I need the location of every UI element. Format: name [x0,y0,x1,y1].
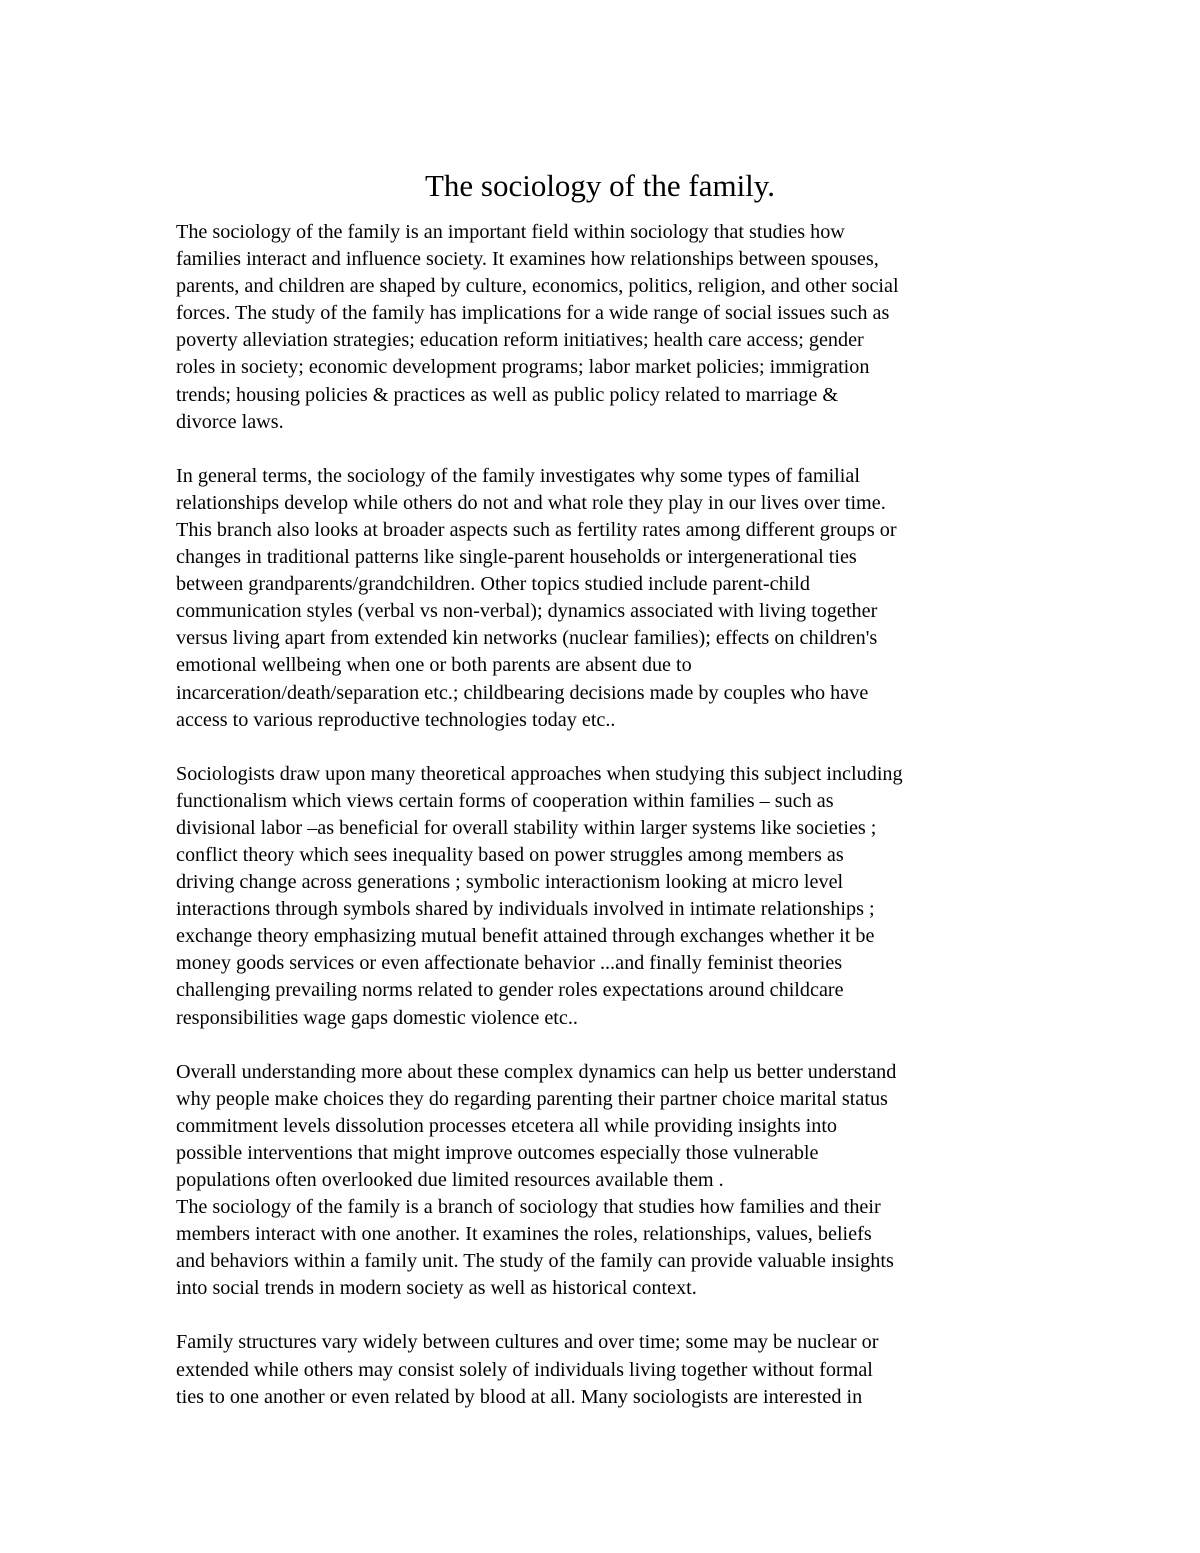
paragraph-general-terms: In general terms, the sociology of the family investigates why some types of familial relationships develop while others do not and what role they play in our lives over time. This branch also looks at broader aspects such as fertility rates among different groups or changes in traditional patterns like single-parent households or intergenerational ties between grandparents/grandchildren. Other topics studied include parent-child communication styles (verbal vs non-verbal); dynamics associated with living together versus living apart from extended kin networks (nuclear families); effects on children's emotional wellbeing when one or both parents are absent due to incarceration/death/separation etc.; childbearing decisions made by couples who have access to various reproductive technologies today etc.. [176,464,897,731]
document-title: The sociology of the family. [424,168,776,203]
paragraph-gap [176,436,1036,463]
paragraph-gap [176,1032,1036,1059]
document-body [176,219,1036,1411]
paragraph-branch: The sociology of the family is a branch of sociology that studies how families and their members interact with one another. It examines the roles, relationships, values, beliefs and behaviors within a family unit. The study of the family can provide valuable insights into social trends in modern society as well as historical context. [176,1196,894,1300]
paragraph-gap [176,734,1036,761]
paragraph-intro: The sociology of the family is an important field within sociology that studies how families interact and influence society. It examines how relationships between spouses, parents, and children are shaped by culture, economics, politics, religion, and other social forces. The study of the family has implications for a wide range of social issues such as poverty alleviation strategies; education reform initiatives; health care access; gender roles in society; economic development programs; labor market policies; immigration trends; housing policies & practices as well as public policy related to marriage & divorce laws. [176,221,899,433]
paragraph-overall: Overall understanding more about these complex dynamics can help us better understand why people make choices they do regarding parenting their partner choice marital status commitment levels dissolution processes etcetera all while providing insights into possible interventions that might improve outcomes especially those vulnerable populations often overlooked due limited resources available them . [176,1060,897,1191]
paragraph-theories: Sociologists draw upon many theoretical approaches when studying this subject including functionalism which views certain forms of cooperation within families – such as divisional labor –as beneficial for overall stability within larger systems like societies ; conflict theory which sees inequality based on power struggles among members as driving change across generations ; symbolic interactionism looking at micro level interactions through symbols shared by individuals involved in intimate relationships ; exchange theory emphasizing mutual benefit attained through exchanges whether it be money goods services or even affectionate behavior ...and finally feminist theories challenging prevailing norms related to gender roles expectations around childcare responsibilities wage gaps domestic violence etc.. [176,762,903,1029]
paragraph-gap [176,1302,1036,1329]
paragraph-family-structures: Family structures vary widely between cultures and over time; some may be nuclear or extended while others may consist solely of individuals living together without formal ties to one another or even related by blood at all. Many sociologists are interested in [176,1331,879,1408]
